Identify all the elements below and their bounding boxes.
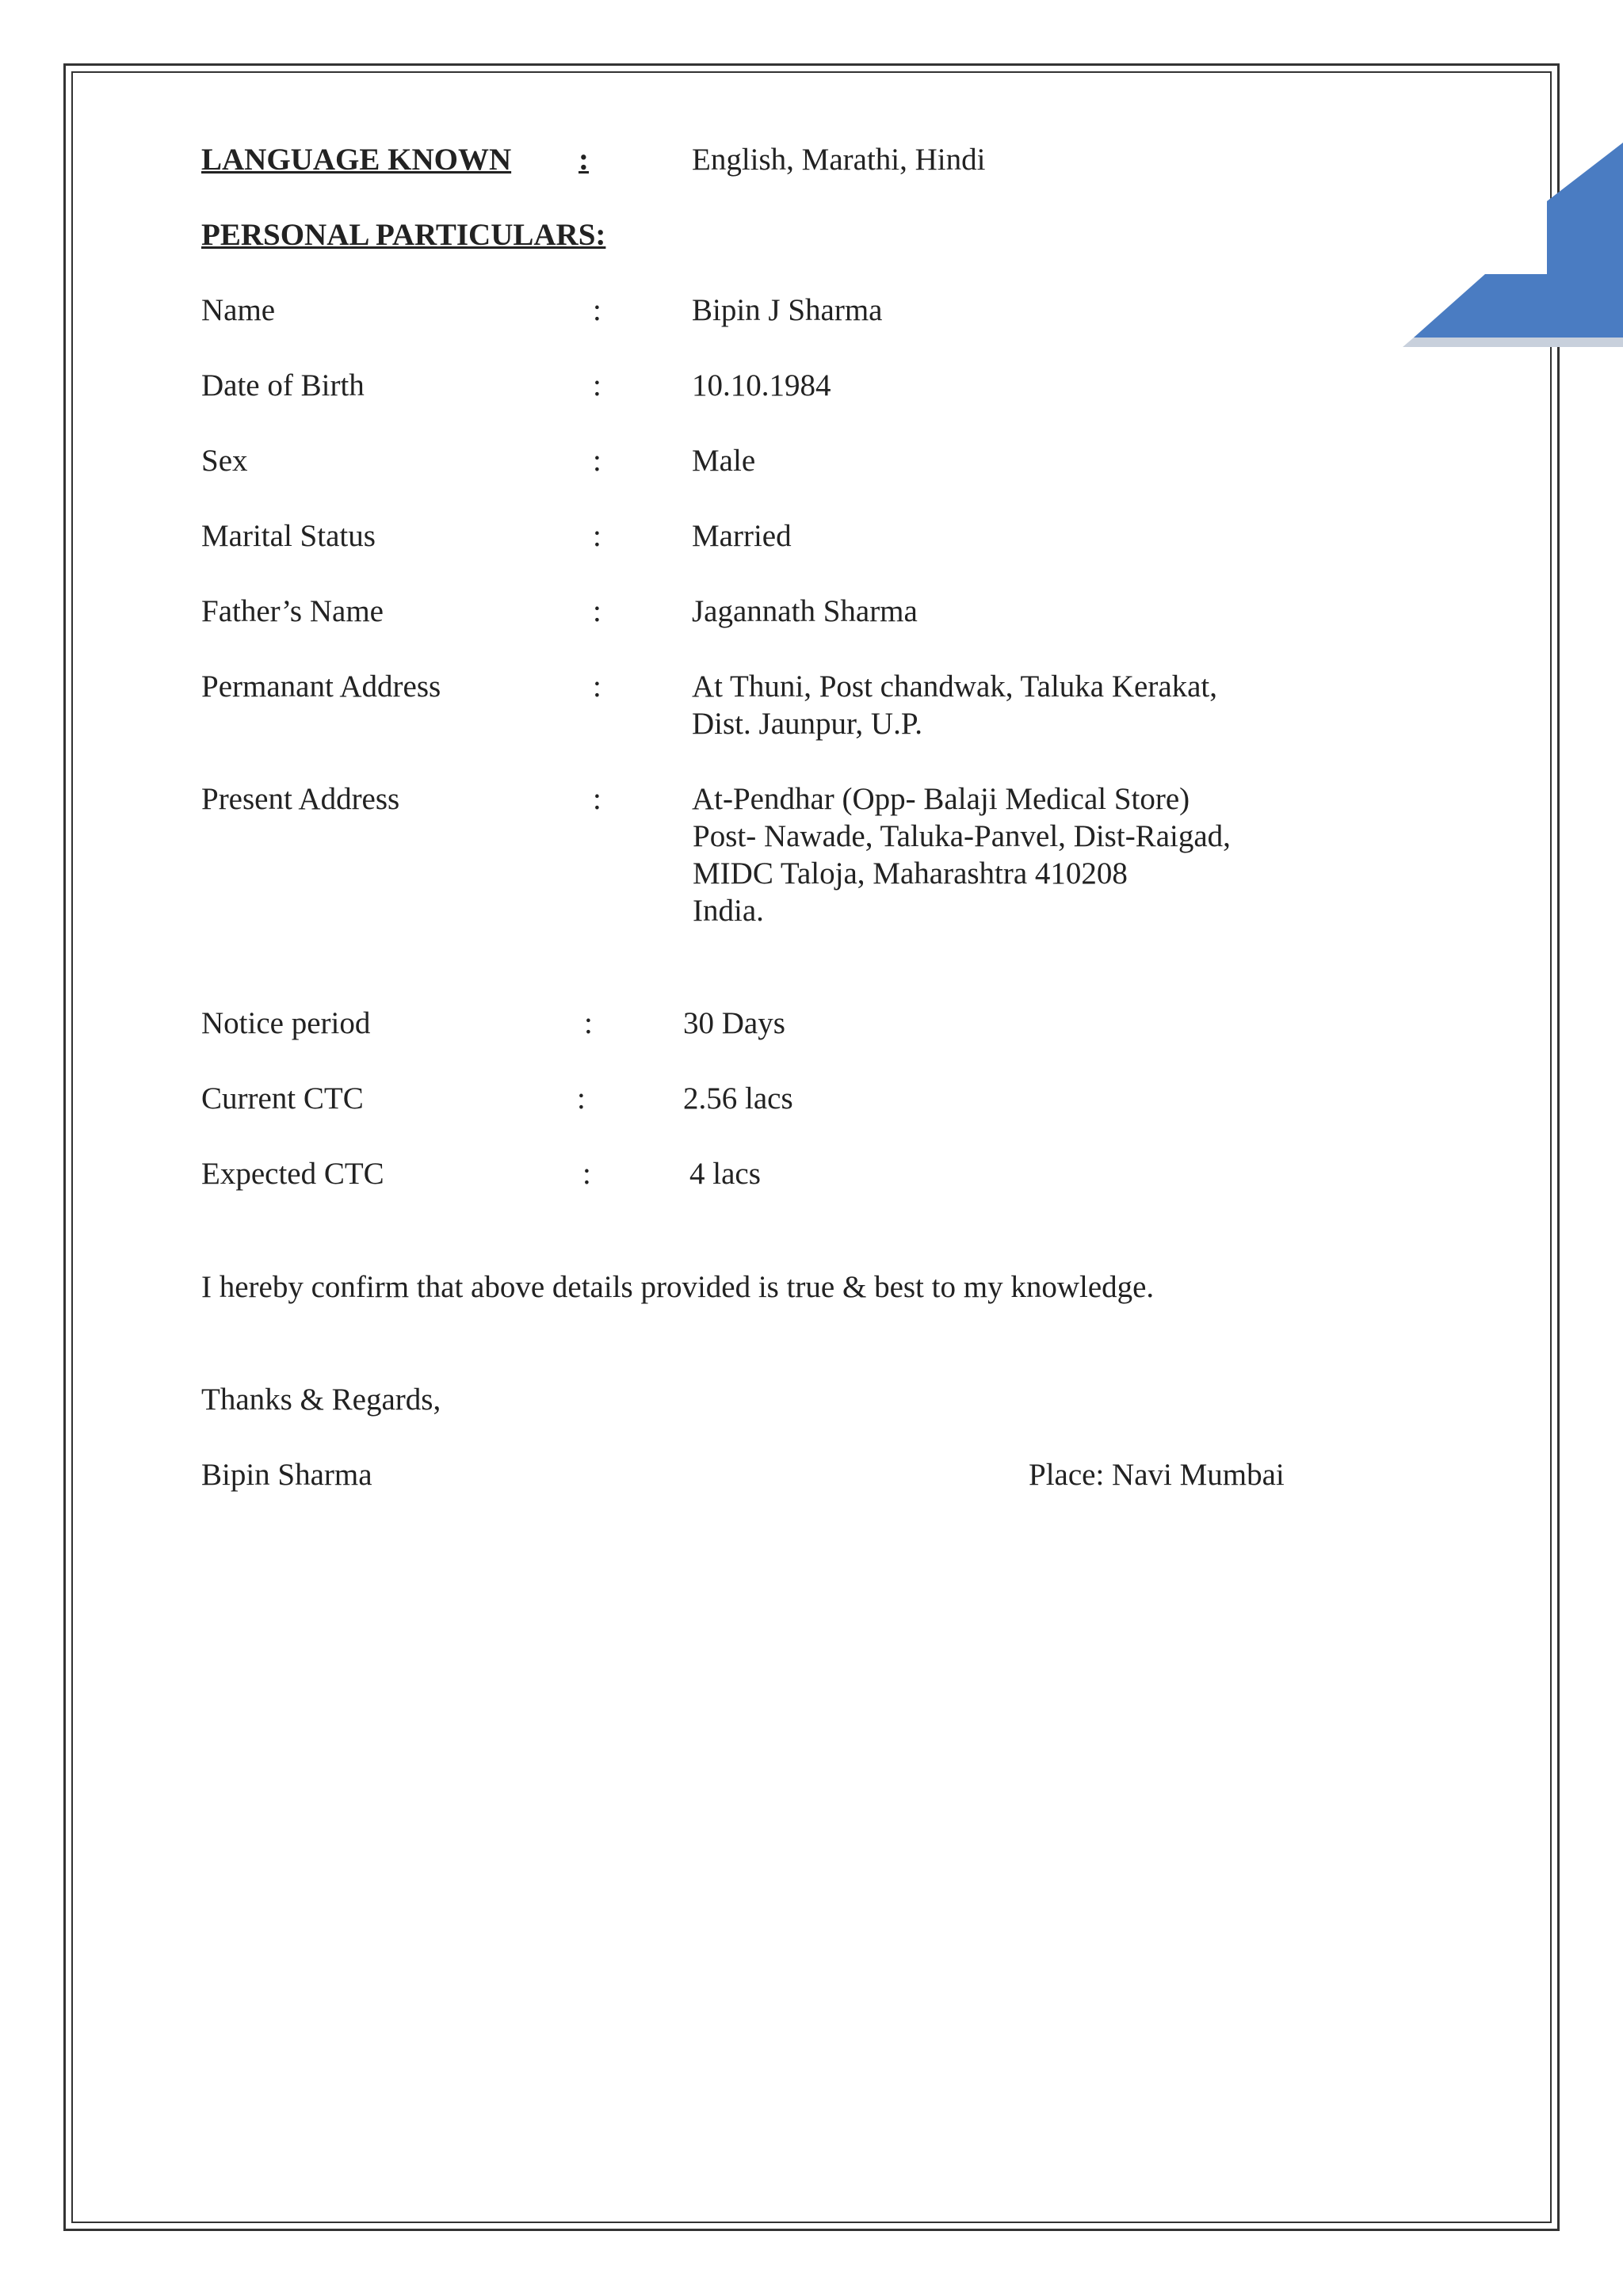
present-address-line: MIDC Taloja, Maharashtra 410208 — [693, 856, 1128, 891]
permanent-address-label: Permanant Address — [201, 669, 441, 704]
expected-ctc-colon: : — [582, 1157, 591, 1191]
personal-heading: PERSONAL PARTICULARS: — [201, 218, 606, 252]
notice-period-label: Notice period — [201, 1006, 371, 1040]
present-address-line: At-Pendhar (Opp- Balaji Medical Store) — [692, 782, 1190, 816]
fathers-name-value: Jagannath Sharma — [692, 594, 918, 628]
marital-status-label: Marital Status — [201, 519, 376, 553]
permanent-address-line: Dist. Jaunpur, U.P. — [692, 707, 922, 741]
current-ctc-value: 2.56 lacs — [683, 1081, 793, 1116]
language-colon: : — [579, 143, 589, 177]
dob-value: 10.10.1984 — [692, 368, 831, 402]
page-corner-fold-graphic — [1403, 143, 1623, 357]
present-address-line: India. — [693, 894, 764, 928]
current-ctc-label: Current CTC — [201, 1081, 364, 1116]
permanent-address-line: At Thuni, Post chandwak, Taluka Kerakat, — [692, 669, 1218, 704]
name-colon: : — [593, 293, 601, 327]
present-address-colon: : — [593, 782, 601, 816]
dob-colon: : — [593, 368, 601, 402]
fathers-name-colon: : — [593, 594, 601, 628]
name-value: Bipin J Sharma — [692, 293, 883, 327]
permanent-address-colon: : — [593, 669, 601, 704]
marital-status-colon: : — [593, 519, 601, 553]
place-text: Place: Navi Mumbai — [1029, 1458, 1285, 1492]
dob-label: Date of Birth — [201, 368, 365, 402]
notice-period-value: 30 Days — [683, 1006, 785, 1040]
signature-name: Bipin Sharma — [201, 1458, 372, 1492]
expected-ctc-label: Expected CTC — [201, 1157, 384, 1191]
sex-label: Sex — [201, 444, 248, 478]
present-address-label: Present Address — [201, 782, 400, 816]
name-label: Name — [201, 293, 276, 327]
declaration-text: I hereby confirm that above details provided is true & best to my knowledge. — [201, 1270, 1155, 1304]
marital-status-value: Married — [692, 519, 792, 553]
expected-ctc-value: 4 lacs — [689, 1157, 761, 1191]
fathers-name-label: Father’s Name — [201, 594, 384, 628]
language-value: English, Marathi, Hindi — [692, 143, 986, 177]
current-ctc-colon: : — [577, 1081, 586, 1116]
sex-colon: : — [593, 444, 601, 478]
language-heading: LANGUAGE KNOWN — [201, 143, 512, 177]
sex-value: Male — [692, 444, 756, 478]
present-address-line: Post- Nawade, Taluka-Panvel, Dist-Raigad, — [693, 819, 1231, 853]
notice-period-colon: : — [584, 1006, 593, 1040]
closing-text: Thanks & Regards, — [201, 1383, 441, 1417]
